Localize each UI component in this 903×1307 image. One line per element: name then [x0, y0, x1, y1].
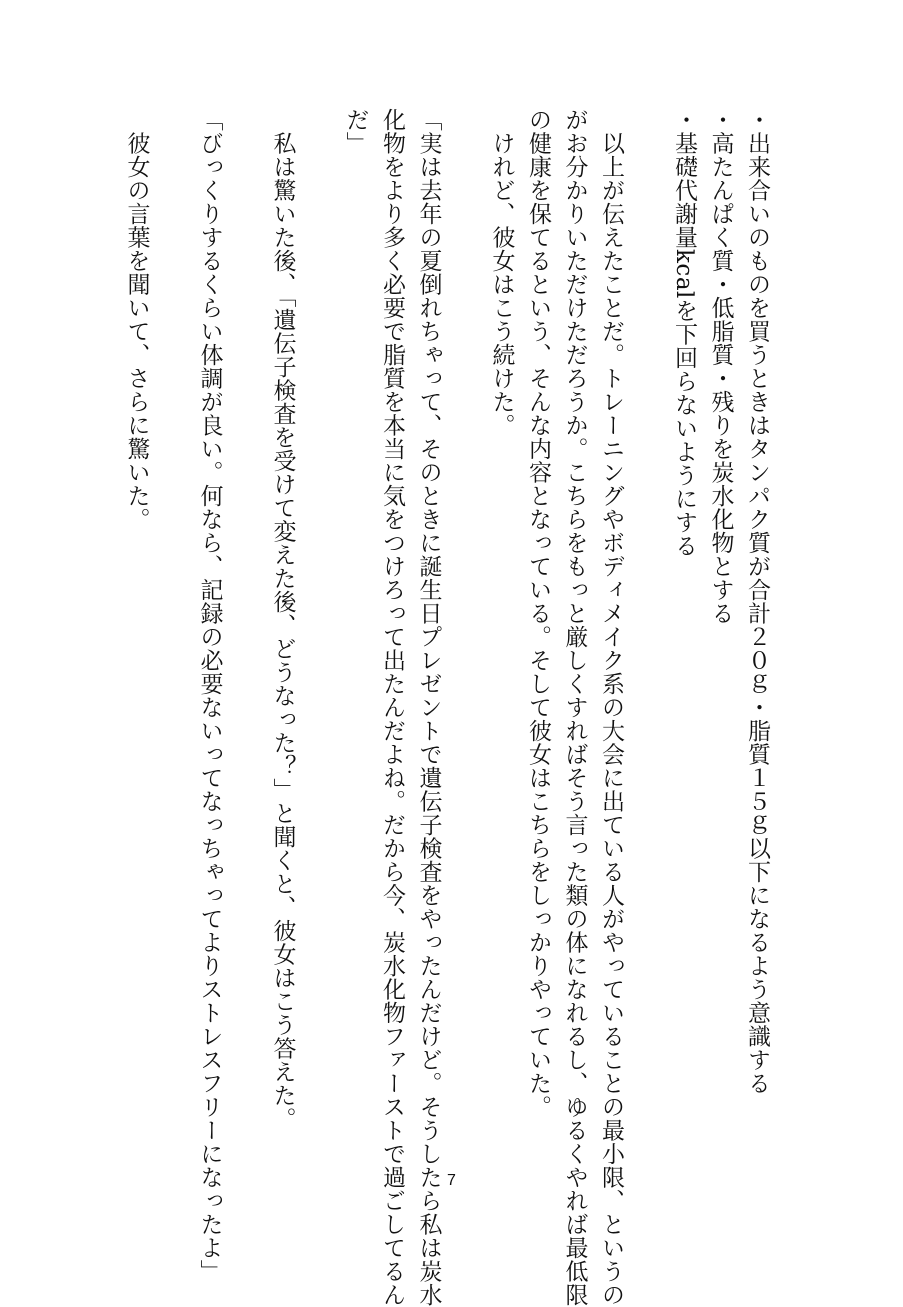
- quote-line: だ」: [342, 108, 369, 155]
- blank-line: [301, 108, 338, 1118]
- quote-line: 「実は去年の夏倒れちゃって、そのときに誕生日プレゼントで遺伝子検査をやったんだけど。そうしたら私は炭水: [415, 108, 442, 1307]
- paragraph-line: 彼女の言葉を聞いて、さらに驚いた。: [123, 108, 150, 531]
- blank-line: [447, 108, 484, 1118]
- blank-line: [155, 108, 192, 1118]
- vertical-text-body: [118, 108, 775, 1307]
- paragraph-line: 私は驚いた後、「遺伝子検査を受けて変えた後、どうなった？」と聞くと、彼女はこう答えた。: [269, 108, 296, 1131]
- bullet-line: ・高たんぱく質・低脂質・残りを炭水化物とする: [707, 108, 734, 625]
- paragraph-line: の健康を保てるという、そんな内容となっている。そして彼女はこちらをしっかりやっていた。: [525, 108, 551, 1119]
- page-number: 7: [447, 1172, 456, 1189]
- paragraph-line: 以上が伝えたことだ。トレーニングやボディメイク系の大会に出ている人がやっていることの最小限、というの: [598, 108, 624, 1307]
- quote-line: 「びっくりするくらい体調が良い。何なら、記録の必要ないってなっちゃってよりストレスフリーになったよ」: [196, 108, 223, 1283]
- bullet-line: ・出来合いのものを買うときはタンパク質が合計２０ｇ・脂質１５ｇ以下になるよう意識する: [744, 108, 770, 1095]
- paragraph-line: けれど、彼女はこう続けた。: [488, 108, 515, 437]
- bullet-line: ・基礎代謝量kcalを下回らないようにする: [671, 108, 697, 558]
- quote-line: 化物をより多く必要で脂質を本当に気をつけろって出たんだよね。だから今、炭水化物ファーストで過ごしてるん: [379, 108, 405, 1307]
- blank-line: [228, 108, 265, 1118]
- blank-line: [629, 108, 666, 1118]
- paragraph-line: がお分かりいただけただろうか。こちらをもっと厳しくすればそう言った類の体になれるし、ゆるくやれば最低限: [561, 108, 588, 1307]
